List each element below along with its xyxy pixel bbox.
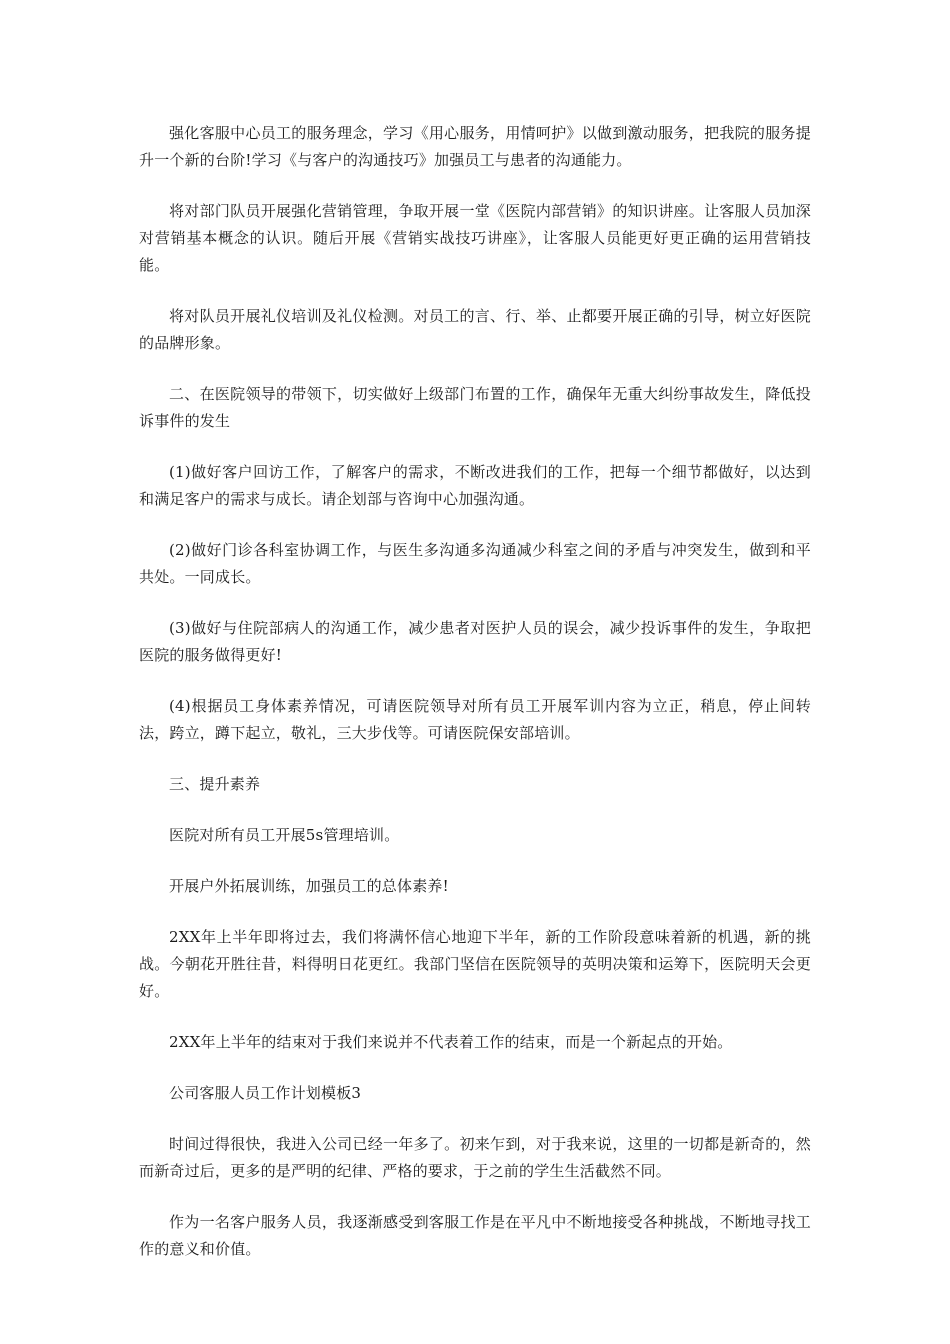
section-heading-two: 二、在医院领导的带领下，切实做好上级部门布置的工作，确保年无重大纠纷事故发生，降低投诉事件的发生 <box>139 385 811 430</box>
list-item-1: (1)做好客户回访工作，了解客户的需求，不断改进我们的工作，把每一个细节都做好，以达到和满足客户的需求与成长。请企划部与咨询中心加强沟通。 <box>139 463 811 508</box>
paragraph-customer-service-role: 作为一名客户服务人员，我逐渐感受到客服工作是在平凡中不断地接受各种挑战，不断地寻找工作的意义和价值。 <box>139 1213 811 1258</box>
paragraph-half-year-outlook: 2XX年上半年即将过去，我们将满怀信心地迎下半年，新的工作阶段意味着新的机遇，新的挑战。今朝花开胜往昔，料得明日花更红。我部门坚信在医院领导的英明决策和运筹下，医院明天会更好。 <box>139 928 811 1000</box>
paragraph-time-flies: 时间过得很快，我进入公司已经一年多了。初来乍到，对于我来说，这里的一切都是新奇的，然而新奇过后，更多的是严明的纪律、严格的要求，于之前的学生生活截然不同。 <box>139 1135 811 1180</box>
paragraph-half-year-end: 2XX年上半年的结束对于我们来说并不代表着工作的结束，而是一个新起点的开始。 <box>169 1033 733 1051</box>
paragraph-service-concept: 强化客服中心员工的服务理念，学习《用心服务，用情呵护》以做到激动服务，把我院的服务提升一个新的台阶!学习《与客户的沟通技巧》加强员工与患者的沟通能力。 <box>139 124 811 169</box>
template-title: 公司客服人员工作计划模板3 <box>169 1084 362 1102</box>
list-item-3: (3)做好与住院部病人的沟通工作，减少患者对医护人员的误会，减少投诉事件的发生，争取把医院的服务做得更好! <box>139 619 811 664</box>
paragraph-etiquette-training: 将对队员开展礼仪培训及礼仪检测。对员工的言、行、举、止都要开展正确的引导，树立好医院的品牌形象。 <box>139 307 811 352</box>
list-item-2: (2)做好门诊各科室协调工作，与医生多沟通多沟通减少科室之间的矛盾与冲突发生，做到和平共处。一同成长。 <box>139 541 811 586</box>
paragraph-5s-training: 医院对所有员工开展5s管理培训。 <box>169 826 400 844</box>
section-heading-three: 三、提升素养 <box>169 775 261 793</box>
paragraph-outdoor-training: 开展户外拓展训练，加强员工的总体素养! <box>169 877 449 895</box>
document-body <box>139 120 811 1287</box>
list-item-4: (4)根据员工身体素养情况，可请医院领导对所有员工开展军训内容为立正，稍息，停止间转法，跨立，蹲下起立，敬礼，三大步伐等。可请医院保安部培训。 <box>139 697 811 742</box>
paragraph-marketing-training: 将对部门队员开展强化营销管理，争取开展一堂《医院内部营销》的知识讲座。让客服人员加深对营销基本概念的认识。随后开展《营销实战技巧讲座》，让客服人员能更好更正确的运用营销技能。 <box>139 202 811 274</box>
